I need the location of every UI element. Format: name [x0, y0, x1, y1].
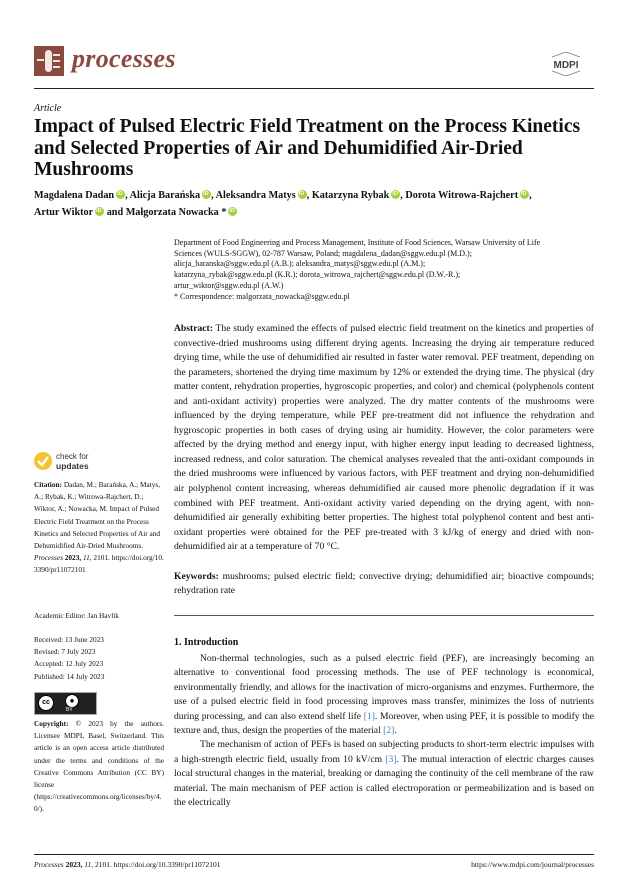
- correspondence: * Correspondence: malgorzata_nowacka@sggw.edu.pl: [174, 291, 350, 301]
- author[interactable]: Magdalena Dadan: [34, 190, 115, 201]
- updates-label: updates: [56, 461, 89, 471]
- mdpi-logo-text: MDPI: [553, 60, 579, 71]
- introduction-body: [174, 652, 594, 810]
- orcid-icon[interactable]: [391, 190, 400, 199]
- author[interactable]: Małgorzata Nowacka: [125, 207, 219, 218]
- author[interactable]: Alicja Barańska: [129, 190, 201, 201]
- paragraph-text: .: [394, 725, 397, 737]
- date-received: Received: 13 June 2023: [34, 635, 104, 644]
- orcid-icon[interactable]: [298, 190, 307, 199]
- by-label: BY: [66, 707, 73, 713]
- copyright-text: © 2023 by the authors. Licensee MDPI, Basel, Switzerland. This article is an open access article distributed under the terms and conditions of the Creative Commons Attribution (CC BY) license (https://creativecommons.org/licenses/by/4.0/).: [34, 719, 165, 814]
- copyright-block: [34, 718, 164, 816]
- author[interactable]: Katarzyna Rybak: [311, 190, 390, 201]
- affiliations: [174, 238, 594, 302]
- creative-commons-icon: cc: [38, 695, 54, 711]
- abstract-label: Abstract:: [174, 323, 213, 334]
- article-type: Article: [34, 103, 62, 114]
- academic-editor: Academic Editor: Jan Havlik: [34, 611, 119, 620]
- paragraph-text: . Moreover, when using PEF, it is possible to modify the texture and, thus, design the properties of the material: [174, 710, 594, 737]
- affiliation-line: alicja_baranska@sggw.edu.pl (A.B.); aleksandra_matys@sggw.edu.pl (A.M.);: [174, 259, 426, 269]
- author-connector: and: [106, 207, 124, 218]
- orcid-icon[interactable]: [116, 190, 125, 199]
- orcid-icon[interactable]: [520, 190, 529, 199]
- keywords: [174, 570, 594, 599]
- author[interactable]: Dorota Witrowa-Rajchert: [405, 190, 519, 201]
- author[interactable]: Aleksandra Matys: [215, 190, 296, 201]
- mdpi-logo: [548, 52, 584, 74]
- citation-link[interactable]: [1]: [363, 710, 375, 722]
- paragraph-text: . The mutual interaction of electric charges causes local structural changes in the material, breaking or damaging the continuity of the cell membrane of the raw material. The main mechanism of PEF action is called electroporation or permeabilization and is based on the electrically: [174, 753, 594, 809]
- affiliation-line: Sciences (WULS-SGGW), 02-787 Warsaw, Poland; magdalena_dadan@sggw.edu.pl (M.D.);: [174, 248, 472, 258]
- keywords-label: Keywords:: [174, 571, 219, 582]
- citation-journal: Processes: [34, 553, 63, 563]
- checkmark-icon: [34, 452, 52, 470]
- footer-journal: Processes: [34, 860, 64, 869]
- footer-divider: [34, 854, 594, 855]
- abstract: [174, 322, 594, 555]
- citation-year: 2023,: [64, 553, 82, 563]
- date-accepted: Accepted: 12 July 2023: [34, 659, 104, 669]
- paragraph-text: Non-thermal technologies, such as a pulsed electric field (PEF), are increasingly becoming an alternative to conventional food processing methods. The use of PEF technology is economical, environmentally friendly, and allows for the inactivation of micro-organisms and enzymes. Furthermore, the use of a pulsed electric field in food processing improves mass transfer, minimizes the loss of nutrients during processing, and can also extend shelf life: [174, 653, 594, 722]
- citation-link[interactable]: [3]: [385, 753, 397, 765]
- footer-year: 2023,: [65, 860, 83, 869]
- footer-journal-url[interactable]: https://www.mdpi.com/journal/processes: [471, 860, 594, 869]
- journal-name: processes: [72, 44, 176, 73]
- citation-doi-link[interactable]: 2101. https://doi.org/10.3390/pr11072101: [34, 553, 164, 575]
- citation-text: Dadan, M.; Barańska, A.; Matys, A.; Rybak, K.; Witrowa-Rajchert, D.; Wiktor, A.; Nowacka, M. Impact of Pulsed Electric Field Treatment on the Process Kinetics and Selected Properties of Air and Dehumidified Air-Dried Mushrooms.: [34, 480, 161, 551]
- author-list: Magdalena DadaniD , Alicja BarańskaiD , Aleksandra MatysiD , Katarzyna RybakiD , Dorota Witrowa-RajchertiD , Artur WiktoriD and Małgorzata Nowacka *iD: [34, 187, 614, 221]
- citation-link[interactable]: [2]: [383, 725, 395, 737]
- check-for-label: check for: [56, 452, 89, 461]
- author[interactable]: Artur Wiktor: [34, 207, 94, 218]
- paragraph-text: The mechanism of action of PEFs is based on subjecting products to short-term electric impulses with a high-strength electric field, usually from 10 kV/cm: [174, 739, 594, 765]
- affiliation-line: katarzyna_rybak@sggw.edu.pl (K.R.); dorota_witrowa_rajchert@sggw.edu.pl (D.W.-R.);: [174, 270, 461, 280]
- section-heading: 1. Introduction: [174, 637, 239, 648]
- header-divider: [34, 88, 594, 89]
- abstract-text: The study examined the effects of pulsed electric field treatment on the kinetics and properties of convective-dried mushrooms using different drying agents. Increasing the drying air temperature reduced drying time, while the use of dehumidified air resulted in faster water removal. PEF treatment, depending on the parameters, shortened the drying time maximum by 12% or extended the drying time. The physical (dry matter content, rehydration properties, hygroscopic properties, and color) and chemical (polyphenols content and anti-oxidant activity) properties were analyzed. The dry matter contents of the mushrooms were influenced by the drying temperature, while PEF pre-treatment did not influence the rehydration and hygroscopic properties in both cases of drying using air humidity. However, the color parameters were affected by the drying method and energy input, with higher energy input leading to decreased lightness, increased redness, and color saturation. The chemical analyses revealed that the anti-oxidant compounds in the dried mushrooms were influenced by various factors, with PEF treatment and drying non-dehumidified air polyphenol content increasing, whereas dehumidified air caused more phenolic degradation if it was combined with PEF treatment. Anti-oxidant activity varied depending on the drying agent, with non-dehumidified air generally exhibiting better properties. The highest total polyphenol content and best anti-oxidant properties were obtained for the PEF pre-treated with 3 kJ/kg of energy and dried with non-dehumidified air at a temperature of 70 °C.: [174, 323, 594, 553]
- footer-citation: [34, 860, 220, 869]
- orcid-icon[interactable]: [228, 207, 237, 216]
- publication-dates: [34, 634, 164, 683]
- person-attribution-icon: ●: [65, 694, 79, 708]
- orcid-icon[interactable]: [202, 190, 211, 199]
- keywords-text: mushrooms; pulsed electric field; convective drying; dehumidified air; bioactive compounds; rehydration rate: [174, 571, 594, 597]
- keywords-divider: [174, 615, 594, 616]
- orcid-icon[interactable]: [95, 207, 104, 216]
- footer-doi-link[interactable]: 2101. https://doi.org/10.3390/pr11072101: [95, 860, 221, 869]
- citation-label: Citation:: [34, 480, 62, 489]
- affiliation-line: Department of Food Engineering and Process Management, Institute of Food Sciences, Warsaw University of Life: [174, 238, 541, 247]
- affiliation-line: artur_wiktor@sggw.edu.pl (A.W.): [174, 280, 284, 290]
- processes-logo-icon: [34, 46, 64, 76]
- date-revised: Revised: 7 July 2023: [34, 647, 96, 657]
- date-published: Published: 14 July 2023: [34, 671, 105, 681]
- citation-volume: 11,: [83, 553, 92, 563]
- cc-by-license-badge[interactable]: [34, 692, 97, 715]
- citation-block: [34, 479, 164, 577]
- paragraph: [174, 738, 594, 810]
- footer-volume: 11,: [84, 860, 94, 869]
- check-for-updates-button[interactable]: [34, 452, 154, 476]
- corresponding-mark: *: [221, 207, 227, 218]
- paper-title: Impact of Pulsed Electric Field Treatment on the Process Kinetics and Selected Properties of Air and Dehumidified Air-Dried Mushrooms: [34, 116, 581, 180]
- paragraph: [174, 652, 594, 738]
- copyright-label: Copyright:: [34, 719, 69, 728]
